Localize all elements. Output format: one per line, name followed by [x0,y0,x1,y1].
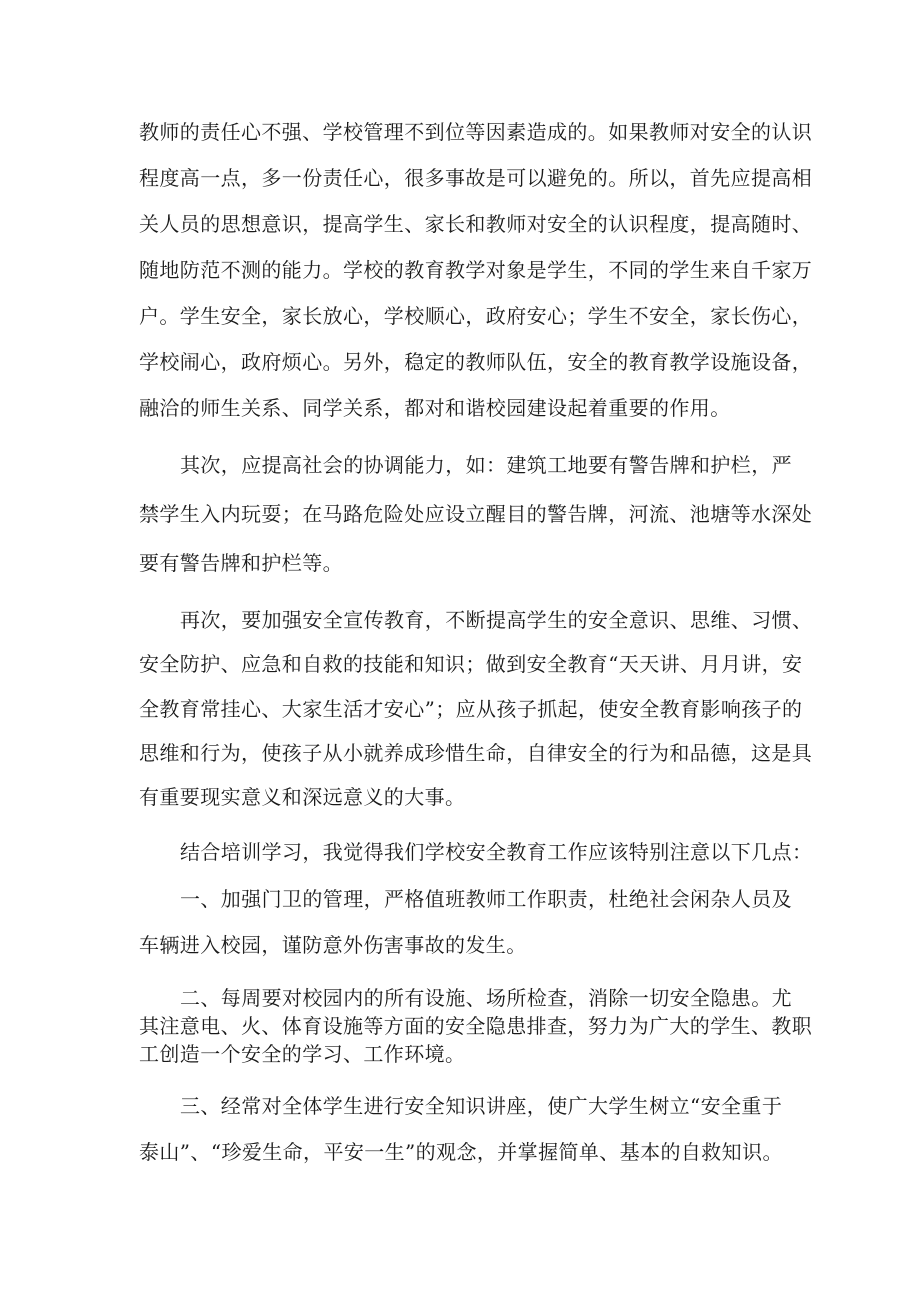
text-line: 学校闹心，政府烦心。另外，稳定的教师队伍，安全的教育教学设施设备， [139,350,813,374]
text-line: 一、加强门卫的管理，严格值班教师工作职责，杜绝社会闲杂人员及 [180,887,792,911]
text-line: 关人员的思想意识，提高学生、家长和教师对安全的认识程度，提高随时、 [139,212,813,236]
text-line: 禁学生入内玩耍；在马路危险处应设立醒目的警告牌，河流、池塘等水深处 [139,502,813,526]
text-line: 思维和行为，使孩子从小就养成珍惜生命，自律安全的行为和品德，这是具 [139,741,813,765]
text-line: 教师的责任心不强、学校管理不到位等因素造成的。如果教师对安全的认识 [139,120,813,144]
text-line: 其次，应提高社会的协调能力，如：建筑工地要有警告牌和护栏，严 [180,453,792,477]
text-line: 二、每周要对校园内的所有设施、场所检查，消除一切安全隐患。尤 [180,986,792,1010]
text-line: 其注意电、火、体育设施等方面的安全隐患排查，努力为广大的学生、教职 [139,1014,813,1038]
text-line: 三、经常对全体学生进行安全知识讲座，使广大学生树立“安全重于 [180,1094,783,1118]
text-line: 结合培训学习，我觉得我们学校安全教育工作应该特别注意以下几点： [180,840,813,864]
text-line: 融洽的师生关系、同学关系，都对和谐校园建设起着重要的作用。 [139,396,731,420]
text-line: 车辆进入校园，谨防意外伤害事故的发生。 [139,933,527,957]
text-line: 安全防护、应急和自救的技能和知识；做到安全教育“天天讲、月月讲，安 [139,652,803,676]
text-line: 工创造一个安全的学习、工作环境。 [139,1042,466,1066]
text-line: 全教育常挂心、大家生活才安心”；应从孩子抓起，使安全教育影响孩子的 [139,697,803,721]
text-line: 程度高一点，多一份责任心，很多事故是可以避免的。所以，首先应提高相 [139,166,813,190]
text-line: 户。学生安全，家长放心，学校顺心，政府安心；学生不安全，家长伤心， [139,304,813,328]
text-line: 要有警告牌和护栏等。 [139,551,343,575]
text-line: 再次，要加强安全宣传教育，不断提高学生的安全意识、思维、习惯、 [180,608,813,632]
text-line: 有重要现实意义和深远意义的大事。 [139,785,466,809]
text-line: 随地防范不测的能力。学校的教育教学对象是学生，不同的学生来自千家万 [139,258,813,282]
text-line: 泰山”、“珍爱生命，平安一生”的观念，并掌握简单、基本的自救知识。 [139,1140,783,1164]
